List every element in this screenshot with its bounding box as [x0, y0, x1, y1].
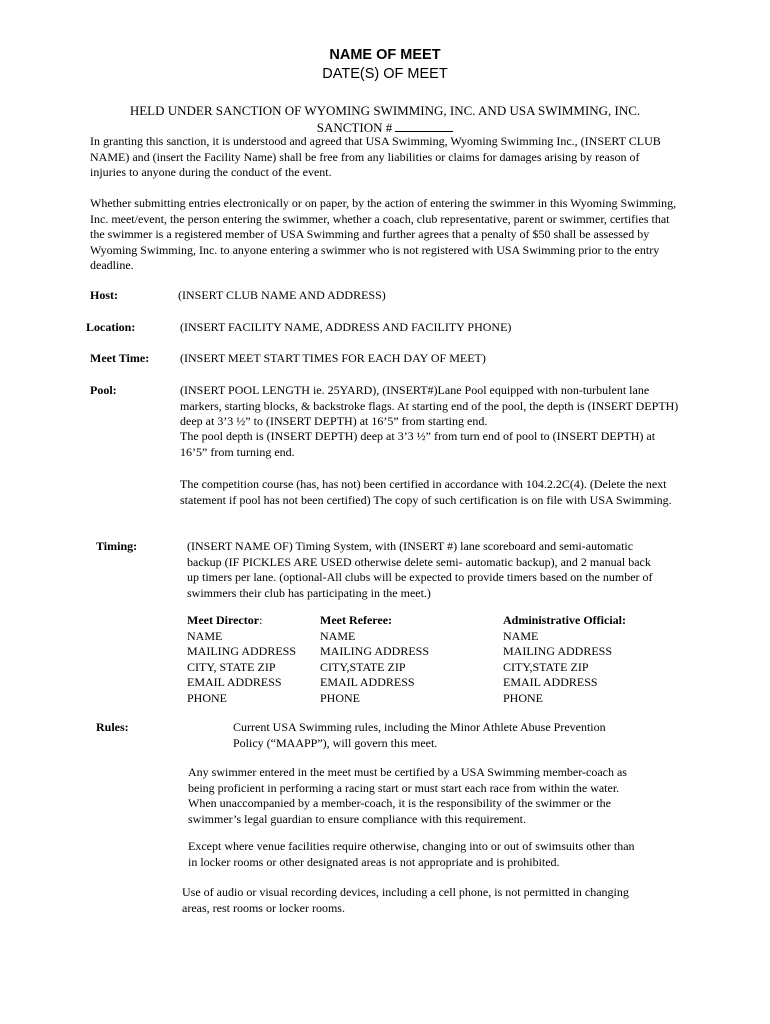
administrative-official-block — [503, 613, 626, 706]
meet-referee-title: Meet Referee: — [320, 613, 393, 627]
sanction-number-blank — [395, 119, 453, 132]
meet-director-name: NAME — [187, 628, 223, 643]
rules-changing-text: Except where venue facilities require otherwise, changing into or out of swimsuits other than in locker rooms or other designated areas is not appropriate and is prohibited. — [188, 839, 635, 869]
meet-referee-name: NAME — [320, 628, 356, 643]
timing-label: Timing: — [96, 539, 138, 553]
meet-director-address: MAILING ADDRESS — [187, 644, 297, 658]
administrative-official-address: MAILING ADDRESS — [503, 644, 613, 658]
administrative-official-phone: PHONE — [503, 690, 544, 705]
meet-referee-city: CITY,STATE ZIP — [320, 659, 406, 674]
liability-paragraph: In granting this sanction, it is understood and agreed that USA Swimming, Wyoming Swimming Inc., (INSERT CLUB NAME) and (insert the Facility Name) shall be free from any liabilities or claims for damages arising by reason of injuries to anyone during the conduct of the event. — [90, 134, 661, 179]
meet-dates-heading: DATE(S) OF MEET — [322, 66, 448, 82]
rules-certified-start-text: Any swimmer entered in the meet must be certified by a USA Swimming member-coach as being proficient in performing a racing start or must start each race from within the water. When unaccompanied by a member-coach, it is the responsibility of the swimmer or the swimmer’s legal guardian to ensure compliance with this requirement. — [188, 765, 627, 826]
pool-label: Pool: — [90, 383, 117, 397]
meet-director-email: EMAIL ADDRESS — [187, 675, 282, 689]
meet-referee-address: MAILING ADDRESS — [320, 644, 430, 658]
meet-director-block — [187, 613, 296, 706]
pool-depth-turn-end: The pool depth is (INSERT DEPTH) deep at 3’3 ½” from turn end of pool to (INSERT DEPTH) at 16’5” from turning end. — [180, 429, 656, 459]
meet-time-value: (INSERT MEET START TIMES FOR EACH DAY OF MEET) — [180, 351, 486, 365]
meet-name-heading: NAME OF MEET — [329, 47, 441, 63]
meet-referee-phone: PHONE — [320, 690, 361, 705]
timing-text: (INSERT NAME OF) Timing System, with (INSERT #) lane scoreboard and semi-automatic backup (IF PICKLES ARE USED otherwise delete semi- automatic backup), and 2 manual back up timers per lane. (optional-All clubs will be expected to provide timers based on the number of swimmers their club has participating in the meet.) — [187, 539, 653, 600]
host-label: Host: — [90, 288, 118, 302]
meet-director-title-colon: : — [259, 613, 263, 627]
meet-director-title: Meet Director — [187, 613, 260, 627]
pool-certification: The competition course (has, has not) been certified in accordance with 104.2.2C(4). (Delete the next statement if pool has not been certified) The copy of such certification is on file with USA Swimming. — [180, 477, 672, 507]
sanction-number-label: SANCTION # — [316, 120, 393, 135]
meet-director-phone: PHONE — [187, 690, 228, 705]
administrative-official-title: Administrative Official: — [503, 613, 626, 627]
meet-time-label: Meet Time: — [90, 351, 150, 365]
administrative-official-email: EMAIL ADDRESS — [503, 675, 598, 689]
entries-paragraph: Whether submitting entries electronically or on paper, by the action of entering the swimmer in this Wyoming Swimming, Inc. meet/event, the person entering the swimmer, whether a coach, club representative, parent or swimmer, certifies that the swimmer is a registered member of USA Swimming and further agrees that a penalty of $50 shall be assessed by Wyoming Swimming, Inc. to anyone entering a swimmer who is not registered with USA Swimming prior to the entry deadline. — [90, 196, 677, 272]
administrative-official-city: CITY,STATE ZIP — [503, 659, 589, 674]
host-value: (INSERT CLUB NAME AND ADDRESS) — [178, 288, 386, 302]
location-label: Location: — [86, 320, 136, 334]
administrative-official-name: NAME — [503, 628, 539, 643]
meet-referee-email: EMAIL ADDRESS — [320, 675, 415, 689]
meet-director-city: CITY, STATE ZIP — [187, 659, 276, 674]
sanction-statement: HELD UNDER SANCTION OF WYOMING SWIMMING, INC. AND USA SWIMMING, INC. — [129, 103, 641, 118]
rules-governing-text: Current USA Swimming rules, including the Minor Athlete Abuse Prevention Policy (“MAAPP”), will govern this meet. — [233, 720, 606, 750]
rules-recording-text: Use of audio or visual recording devices, including a cell phone, is not permitted in changing areas, rest rooms or locker rooms. — [182, 885, 629, 915]
meet-referee-block — [320, 613, 429, 706]
location-value: (INSERT FACILITY NAME, ADDRESS AND FACILITY PHONE) — [180, 320, 512, 334]
rules-label: Rules: — [96, 720, 129, 734]
pool-description: (INSERT POOL LENGTH ie. 25YARD), (INSERT#)Lane Pool equipped with non-turbulent lane markers, starting blocks, & backstroke flags. At starting end of the pool, the depth is (INSERT DEPTH) deep at 3’3 ½” to (INSERT DEPTH) at 16’5” from starting end. — [180, 383, 679, 428]
